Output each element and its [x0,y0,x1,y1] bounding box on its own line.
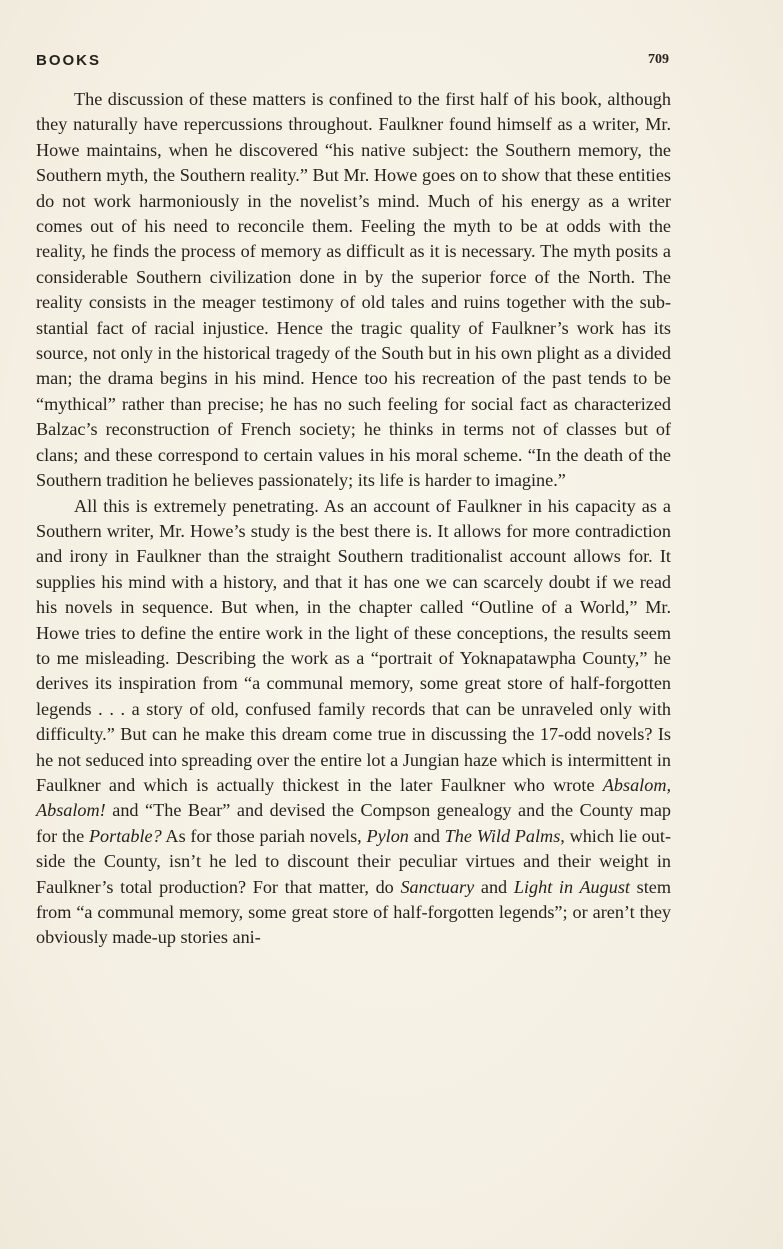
body-text [36,87,671,951]
text-run: As for those pariah novels, [161,825,367,846]
text-run: which lie outside the County, isn’t he led to discount their peculiar virtues and their weight in Faulkner’s total production? For that matter, do [36,825,672,897]
text-run: The discussion of these matters is confined to the first half of his book, although they naturally have repercussions throughout. Faulkner found himself as a writer, Mr. Howe maintains, when he discovered “his native subject: the Southern memory, the Southern myth, the Southern reality.” But Mr. Howe goes on to show that these entities do not work harmoniously in the novelist’s mind. Much of his energy as a writer comes out of his need to reconcile them. Feeling the myth to be at odds with the reality, he finds the process of memory as difficult as it is necessary. The myth posits a considerable Southern civilization done in by the superior force of the North. The reality consists in the meager testimony of old tales and ruins together with the substantial fact of racial injustice. Hence the tragic quality of Faulkner’s work has its source, not only in the historical tragedy of the South but in his own plight as a divided man; the drama begins in his mind. Hence too his recreation of the past tends to be “mythical” rather than precise; he has no such feeling for social fact as characterized Balzac’s reconstruction of French society; he thinks in terms not of classes but of clans; and these correspond to certain values in his moral scheme. “In the death of the Southern tradition he believes passionately; its life is harder to imagine.” [36,89,671,491]
text-run: All this is extremely penetrating. As an account of Faulkner in his capacity as a Southern writer, Mr. Howe’s study is the best there is. It allows for more contradiction and irony in Faulkner than the straight Southern traditionalist account allows for. It supplies his mind with a history, and that it has one we can scarcely doubt if we read his novels in sequence. But when, in the chapter called “Outline of a World,” Mr. Howe tries to define the entire work in the light of these conceptions, the results seem to me misleading. Describing the work as a “portrait of Yoknapatawpha County,” he derives its inspiration from “a communal memory, some great store of half-forgotten legends . . . a story of old, confused family records that can be unraveled only with difficulty.” But can he make this dream come true in discussing the 17-odd novels? Is he not seduced into spreading over the entire lot a Jungian haze which is intermittent in Faulkner and which is actually thickest in the later Faulkner who wrote [36,495,671,795]
italic-title: Portable? [88,825,162,846]
text-run: and “The Bear” and devised the Compson genealogy and the County map for the [36,800,671,846]
paragraph-1 [36,87,671,494]
italic-title: Absalom, Absalom! [36,774,671,821]
italic-title: Sanctuary [400,876,475,897]
text-run: and [408,825,445,846]
text-run: stem from “a communal memory, some great store of half-forgotten legends”; or aren’t they obviously made-up stories ani- [36,876,672,948]
italic-title: Pylon [366,825,409,846]
page-header [36,52,669,76]
italic-title: Light in August [513,876,630,897]
text-run: and [474,876,514,897]
running-head: BOOKS [36,52,102,69]
italic-title: The Wild Palms, [444,825,565,846]
paragraph-2 [36,494,671,951]
page-number: 709 [648,52,669,67]
